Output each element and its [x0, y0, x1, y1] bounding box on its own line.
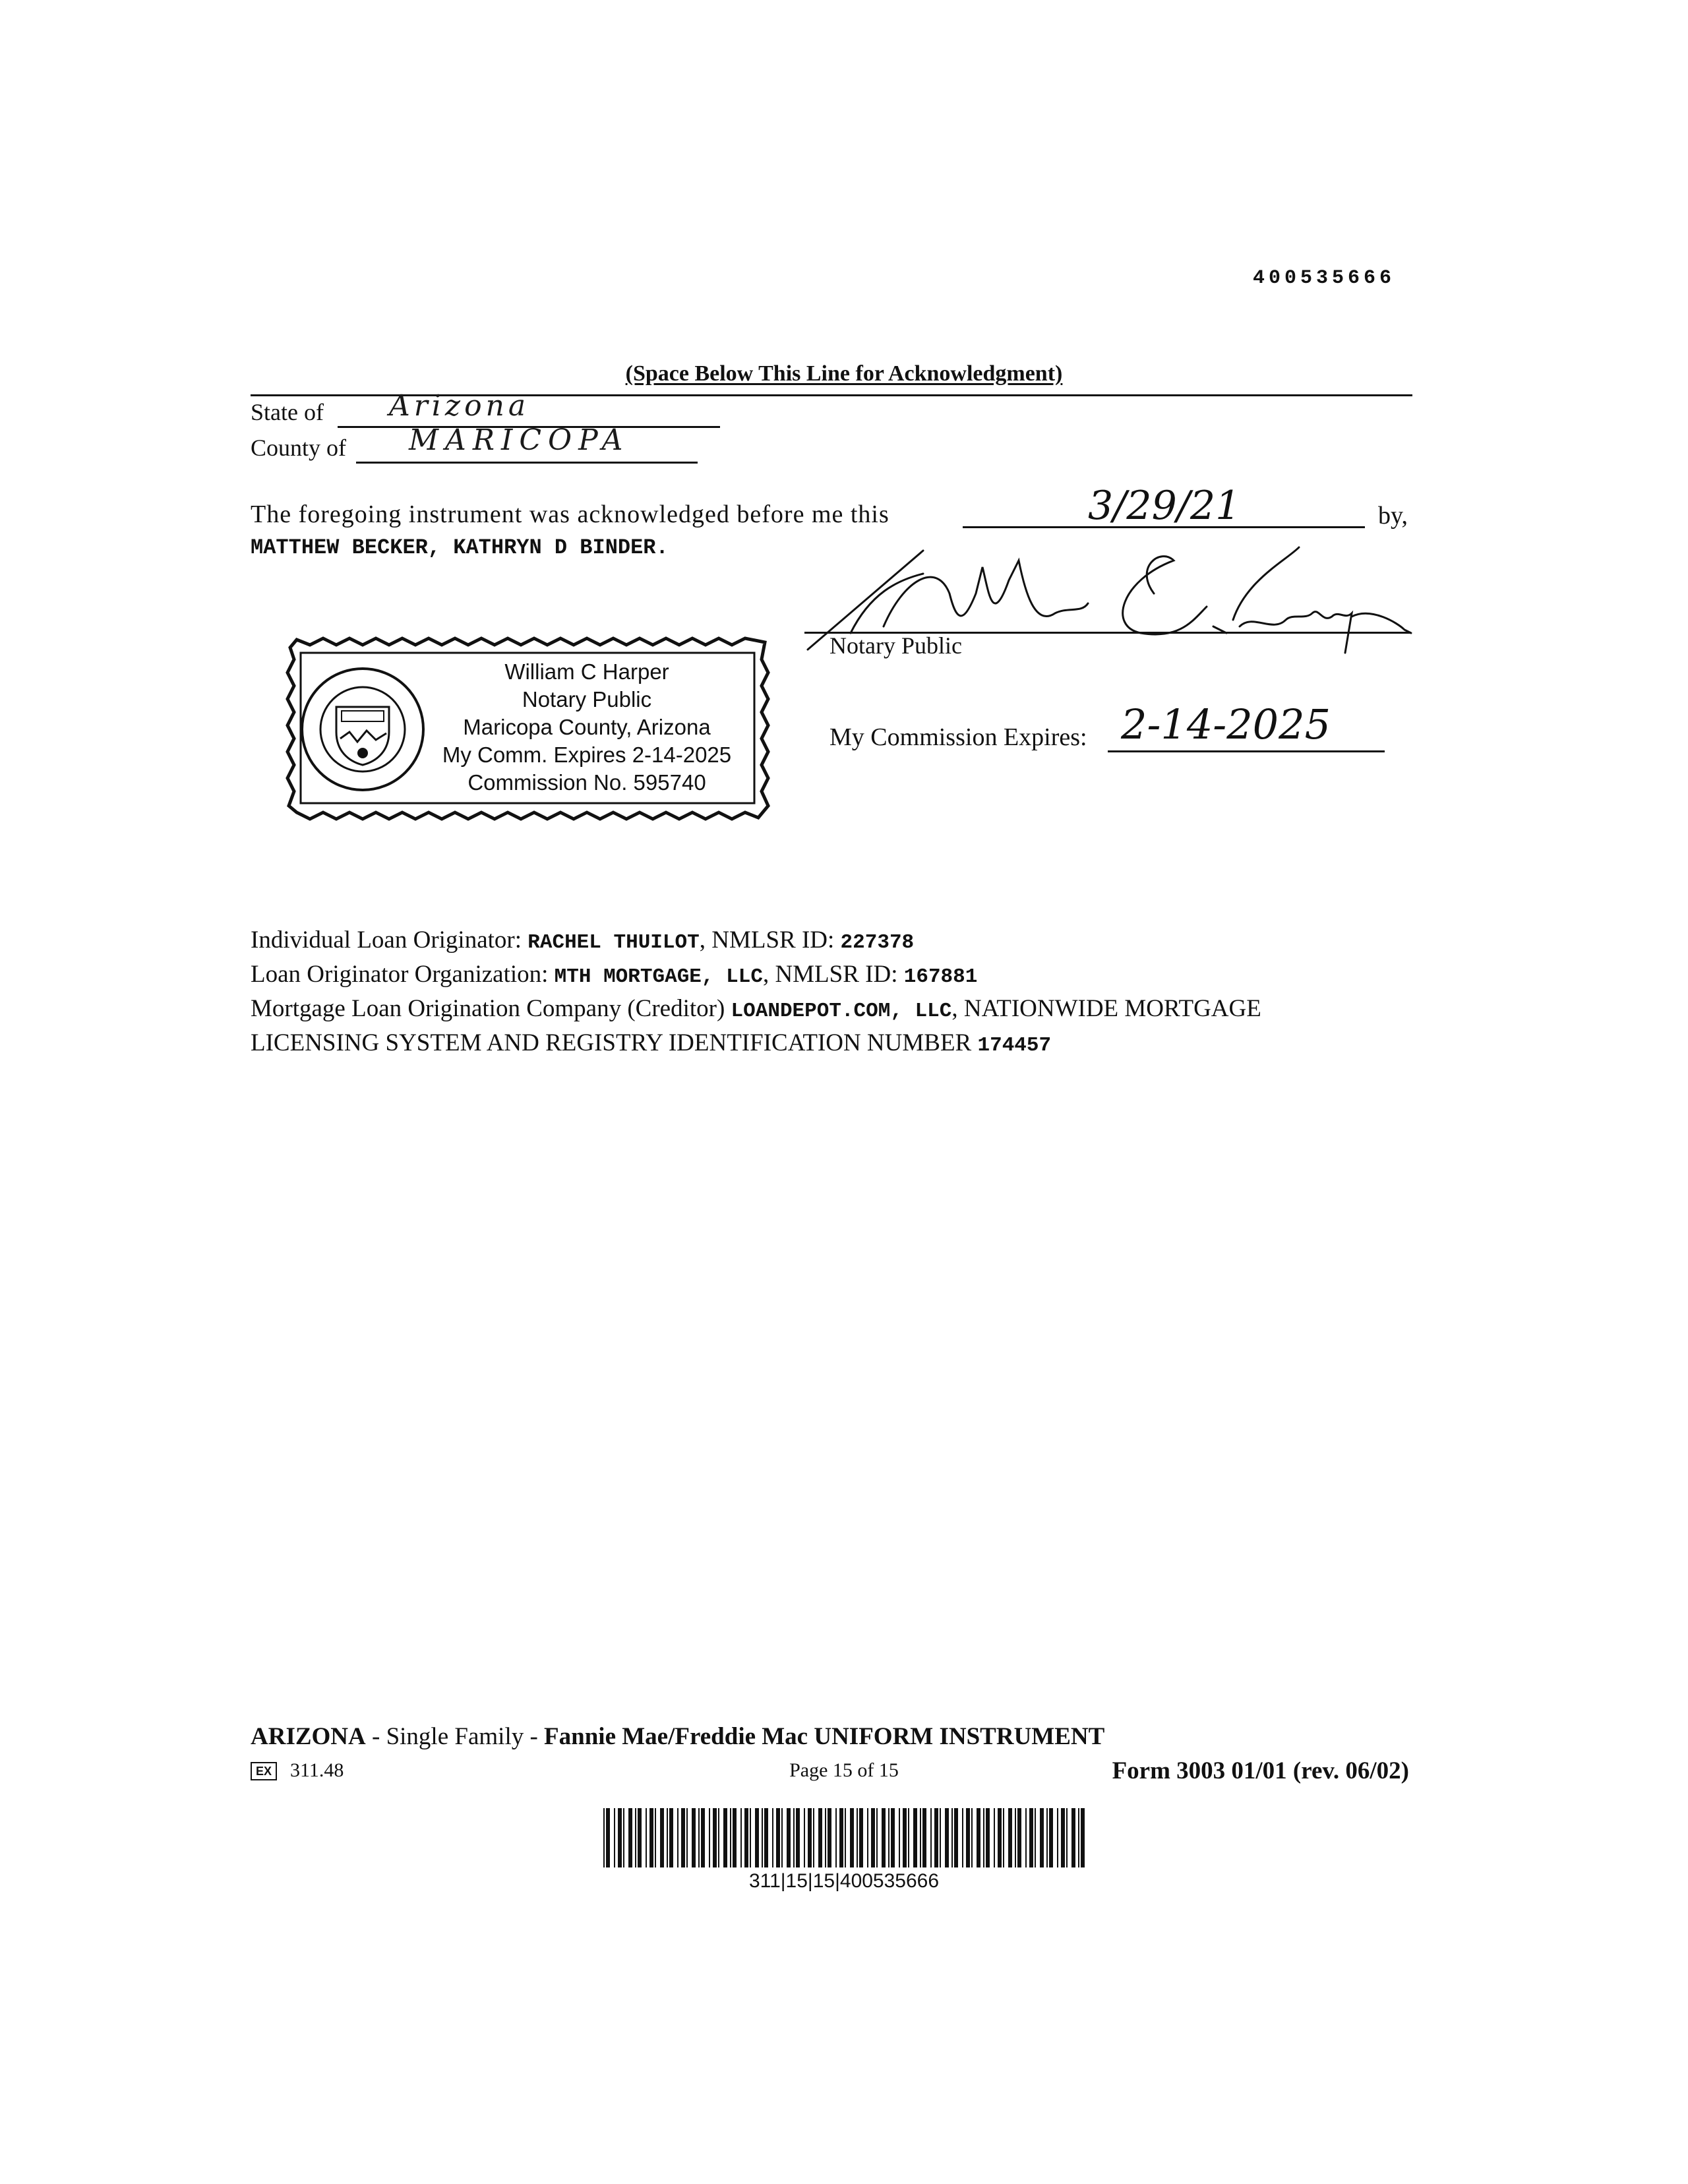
barcode-bar — [1035, 1808, 1036, 1867]
county-handwritten-value: MARICOPA — [409, 423, 630, 457]
barcode-bar — [954, 1808, 958, 1867]
barcode-bar — [744, 1808, 748, 1867]
stamp-line-name: William C Harper — [504, 659, 669, 684]
barcode-bar — [649, 1808, 653, 1867]
barcode-bar — [646, 1808, 647, 1867]
barcode-bar — [1066, 1808, 1068, 1867]
barcode-bar — [793, 1808, 795, 1867]
barcode-bar — [1061, 1808, 1065, 1867]
barcode-bar — [764, 1808, 768, 1867]
barcode-bar — [908, 1808, 909, 1867]
barcode-bar — [718, 1808, 719, 1867]
stamp-line-county: Maricopa County, Arizona — [463, 715, 711, 739]
barcode-bar — [1029, 1808, 1033, 1867]
barcode-bar — [1057, 1808, 1058, 1867]
barcode-bar — [818, 1808, 822, 1867]
barcode-bar — [713, 1808, 717, 1867]
barcode-bar — [934, 1808, 938, 1867]
barcode-bar — [825, 1808, 826, 1867]
stamp-line-title: Notary Public — [522, 687, 652, 712]
barcode-bar — [804, 1808, 805, 1867]
barcode-text: 311|15|15|400535666 — [748, 1870, 940, 1892]
barcode-bar — [628, 1808, 632, 1867]
barcode-bar — [669, 1808, 673, 1867]
barcode-bar — [888, 1808, 889, 1867]
ex-icon: EX — [251, 1762, 277, 1780]
barcode-bar — [1015, 1808, 1016, 1867]
state-handwritten-value: Arizona — [389, 389, 530, 423]
barcode-bar — [1049, 1808, 1053, 1867]
by-text: by, — [1378, 502, 1408, 530]
barcode-bar — [857, 1808, 858, 1867]
barcode-bar — [772, 1808, 773, 1867]
barcode-bar — [808, 1808, 812, 1867]
barcode-bar — [787, 1808, 791, 1867]
originator-block — [251, 925, 1261, 1062]
barcode-bar — [733, 1808, 737, 1867]
barcode-bar — [845, 1808, 846, 1867]
barcode-bar — [1003, 1808, 1004, 1867]
barcode-bar — [998, 1808, 1002, 1867]
barcode-bar — [876, 1808, 878, 1867]
acknowledgment-statement: The foregoing instrument was acknowledged before me this — [251, 501, 889, 528]
barcode-bar — [930, 1808, 932, 1867]
page-number: Page 15 of 15 — [789, 1759, 899, 1781]
barcode-bar — [859, 1808, 863, 1867]
creditor-line: Mortgage Loan Origination Company (Creditor) LOANDEPOT.COM, LLC, NATIONWIDE MORTGAGE — [251, 995, 1261, 1023]
ex-code: 311.48 — [290, 1759, 344, 1781]
barcode-bar — [977, 1808, 980, 1867]
barcode-bar — [698, 1808, 700, 1867]
barcode-bar — [828, 1808, 831, 1867]
barcode-bar — [692, 1808, 696, 1867]
barcode-bar — [796, 1808, 800, 1867]
barcode-bar — [994, 1808, 995, 1867]
registry-line: LICENSING SYSTEM AND REGISTRY IDENTIFICATION NUMBER 174457 — [251, 1029, 1052, 1057]
barcode-bar — [882, 1808, 886, 1867]
barcode-bar — [951, 1808, 953, 1867]
commission-expires-handwritten: 2-14-2025 — [1121, 700, 1331, 748]
barcode-bar — [986, 1808, 990, 1867]
loan-number: 400535666 — [1253, 267, 1396, 289]
barcode-bar — [660, 1808, 664, 1867]
signers-names: MATTHEW BECKER, KATHRYN D BINDER. — [251, 535, 669, 560]
barcode-bar — [1017, 1808, 1021, 1867]
barcode-bar — [701, 1808, 705, 1867]
barcode-bar — [867, 1808, 868, 1867]
barcode-bar — [962, 1808, 963, 1867]
barcode-bar — [850, 1808, 854, 1867]
barcode-bar — [1025, 1808, 1027, 1867]
barcode-bar — [1081, 1808, 1085, 1867]
state-label: State of — [251, 399, 324, 425]
barcode-bar — [891, 1808, 895, 1867]
barcode-bar — [781, 1808, 783, 1867]
barcode-bar — [686, 1808, 688, 1867]
barcode-bar — [638, 1808, 642, 1867]
barcode-bar — [1078, 1808, 1079, 1867]
barcode-bar — [899, 1808, 900, 1867]
barcode-bar — [813, 1808, 814, 1867]
barcode-bar — [871, 1808, 875, 1867]
barcode-bar — [623, 1808, 624, 1867]
commission-expires-label: My Commission Expires: — [829, 723, 1087, 751]
barcode-bar — [655, 1808, 656, 1867]
form-footer-title: ARIZONA - Single Family - Fannie Mae/Freddie Mac UNIFORM INSTRUMENT — [251, 1723, 1105, 1750]
barcode-bar — [750, 1808, 751, 1867]
barcode-bar — [606, 1808, 610, 1867]
form-number: Form 3003 01/01 (rev. 06/02) — [1112, 1757, 1409, 1784]
barcode-bar — [755, 1808, 759, 1867]
barcode-bar — [723, 1808, 727, 1867]
barcode-bar — [971, 1808, 973, 1867]
barcode-bar — [776, 1808, 780, 1867]
barcode-bar — [614, 1808, 615, 1867]
barcode-bar — [667, 1808, 668, 1867]
barcode-bar — [940, 1808, 941, 1867]
barcode-bar — [1040, 1808, 1044, 1867]
barcode-bar — [709, 1808, 710, 1867]
barcode-bar — [618, 1808, 622, 1867]
barcode-bar — [603, 1808, 605, 1867]
barcode-bar — [1008, 1808, 1012, 1867]
barcode-bar — [635, 1808, 636, 1867]
notary-public-label: Notary Public — [829, 632, 962, 659]
stamp-line-expires: My Comm. Expires 2-14-2025 — [442, 743, 732, 767]
barcode-bar — [677, 1808, 678, 1867]
barcode-bar — [839, 1808, 843, 1867]
barcode-bar — [983, 1808, 984, 1867]
barcode-bar — [1046, 1808, 1048, 1867]
barcode-bar — [920, 1808, 921, 1867]
notary-stamp-text — [402, 658, 771, 797]
notary-signature — [0, 0, 1688, 725]
acknowledgment-date-handwritten: 3/29/21 — [1088, 483, 1241, 529]
barcode-bar — [730, 1808, 731, 1867]
barcode — [603, 1808, 1088, 1867]
barcode-bar — [903, 1808, 907, 1867]
barcode-bar — [922, 1808, 926, 1867]
barcode-bar — [913, 1808, 917, 1867]
stamp-line-commission: Commission No. 595740 — [467, 770, 706, 795]
barcode-bar — [1071, 1808, 1075, 1867]
barcode-bar — [966, 1808, 970, 1867]
individual-originator-line: Individual Loan Originator: RACHEL THUILOT, NMLSR ID: 227378 — [251, 926, 915, 954]
barcode-bar — [681, 1808, 685, 1867]
barcode-bar — [762, 1808, 763, 1867]
barcode-bar — [945, 1808, 949, 1867]
barcode-bar — [740, 1808, 742, 1867]
originator-organization-line: Loan Originator Organization: MTH MORTGAGE, LLC, NMLSR ID: 167881 — [251, 961, 978, 988]
county-label: County of — [251, 435, 347, 461]
acknowledgment-title: (Space Below This Line for Acknowledgment) — [625, 361, 1063, 386]
barcode-bar — [835, 1808, 837, 1867]
